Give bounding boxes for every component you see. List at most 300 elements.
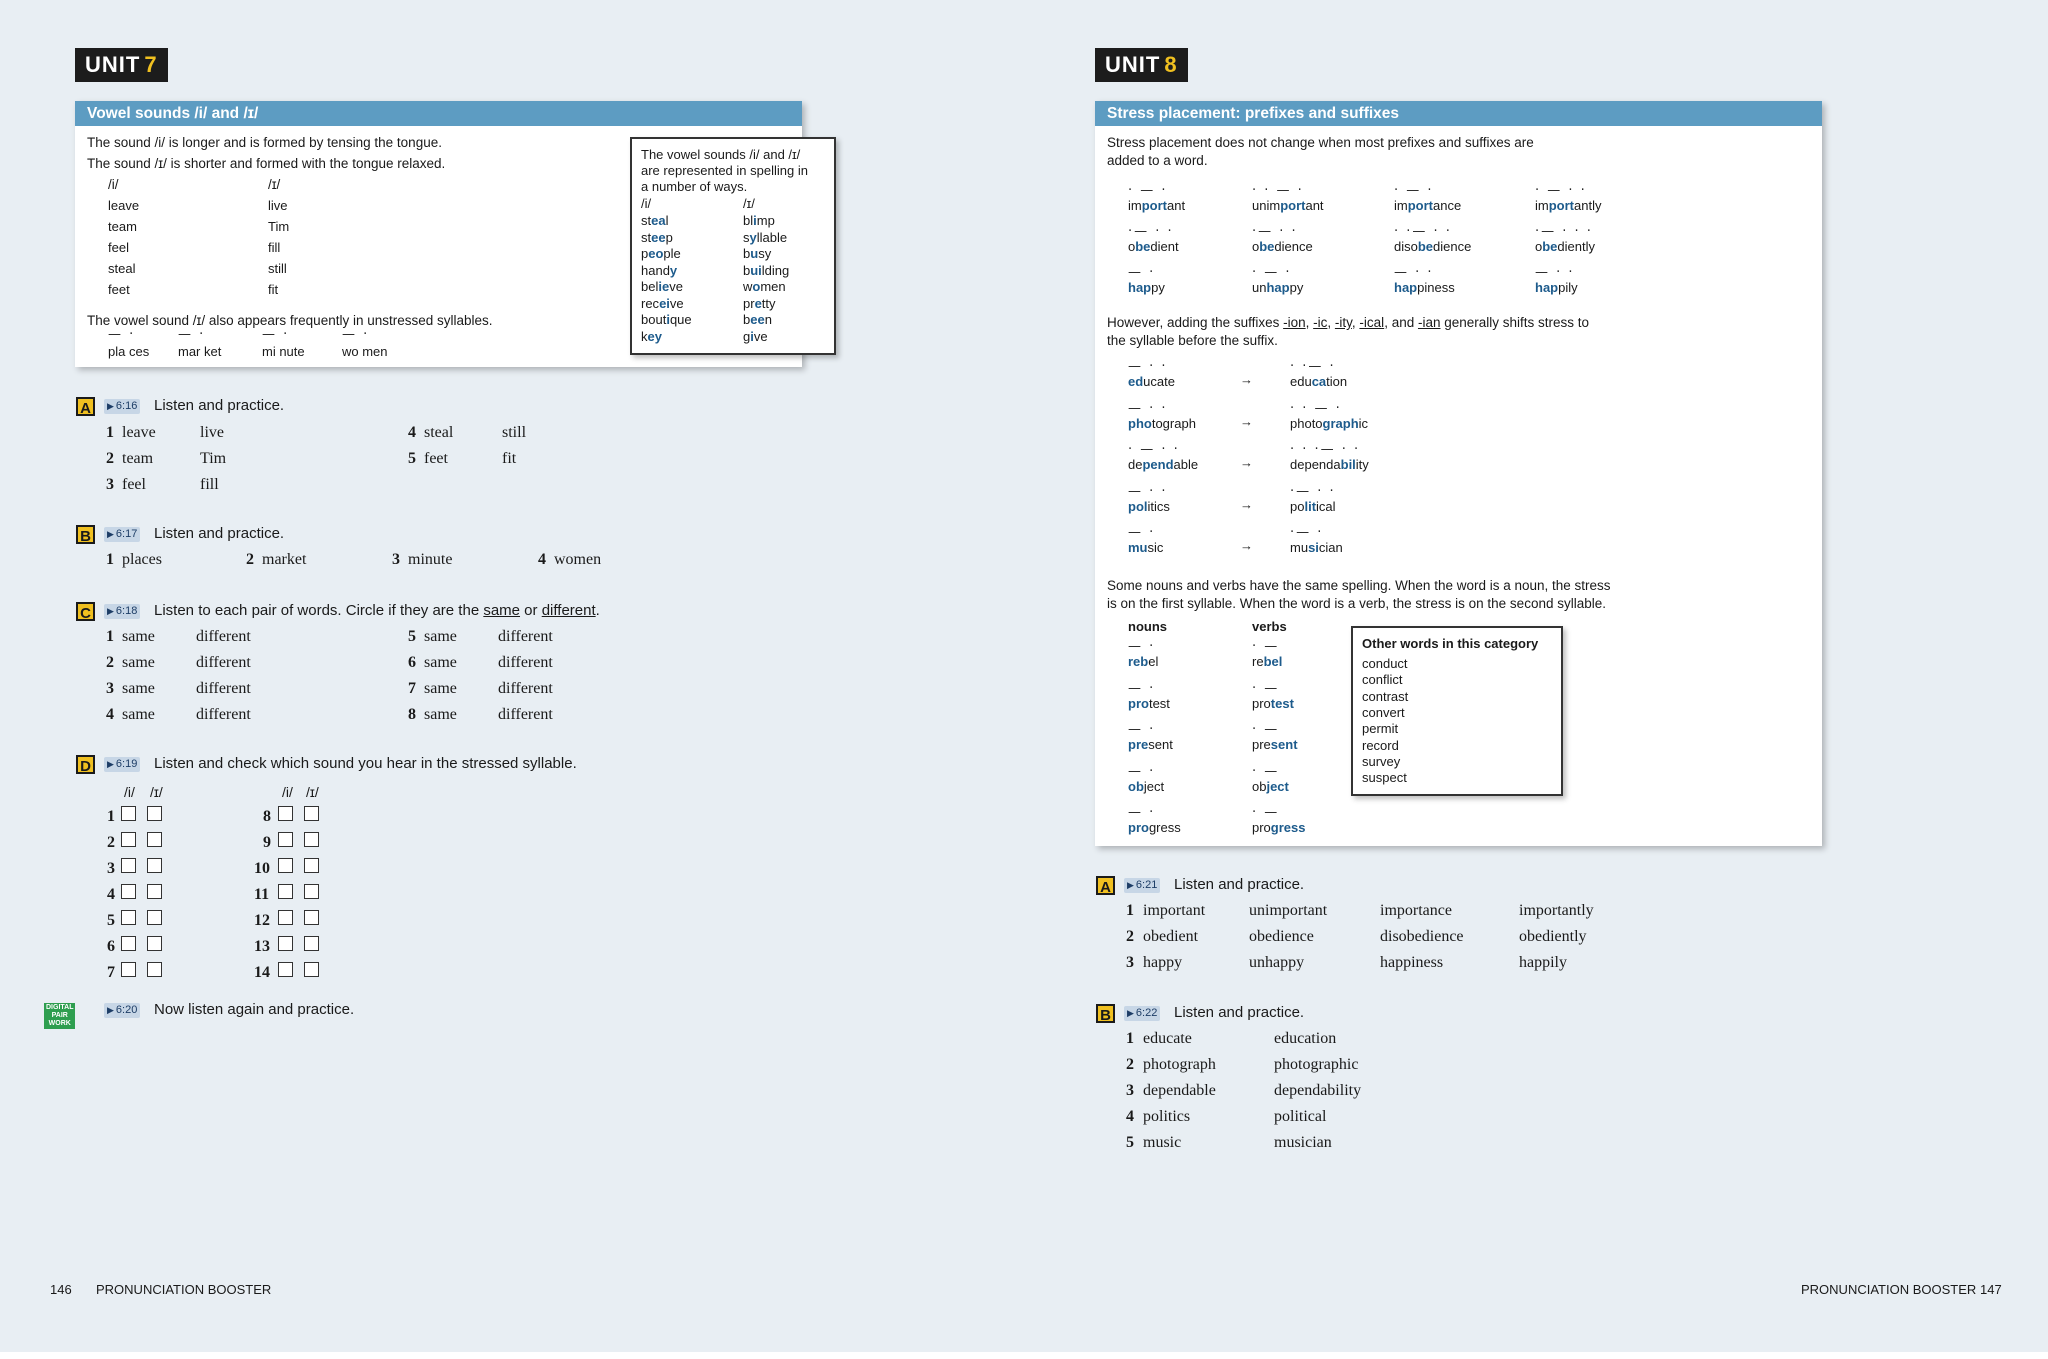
checkbox-ih[interactable] [147, 962, 162, 977]
item-number: 2 [246, 551, 254, 568]
checkbox-ih[interactable] [304, 962, 319, 977]
checkbox-ih[interactable] [304, 832, 319, 847]
spelling-word-ih [743, 263, 789, 278]
item-word: feel [122, 476, 146, 493]
syllable: pro [1252, 820, 1271, 835]
spelling-word-i [641, 296, 684, 311]
checkbox-ih[interactable] [147, 884, 162, 899]
highlighted-letters: ie [658, 279, 670, 294]
column-header: /i/ [108, 177, 119, 192]
syllable: pro [1252, 695, 1271, 711]
other-word: record [1362, 737, 1399, 753]
play-icon: ▶ [107, 759, 114, 769]
stress-mark: ·— · [1290, 525, 1324, 540]
stressed-syllable: test [1270, 695, 1294, 711]
item-number: 1 [106, 424, 114, 441]
word-ih: fit [268, 282, 279, 297]
other-words-box [1351, 626, 1563, 796]
noun-word [1128, 737, 1173, 752]
letters: pr [743, 295, 755, 311]
syllable: pre [1252, 737, 1271, 752]
syllable: pily [1558, 280, 1578, 295]
panel-text: The vowel sound /ɪ/ also appears frequently in unstressed syllables. [87, 313, 493, 328]
item-number: 7 [408, 680, 416, 697]
checkbox-i[interactable] [278, 936, 293, 951]
spelling-word-ih [743, 246, 771, 261]
panel-text [1107, 315, 1589, 330]
checkbox-i[interactable] [278, 884, 293, 899]
item-word: unhappy [1249, 954, 1305, 971]
badge-text: PAIR [51, 1012, 68, 1019]
stressed-syllable: bil [1340, 457, 1356, 472]
arrow-icon: → [1240, 372, 1253, 387]
arrow-icon: → [1240, 455, 1253, 470]
item-word: politics [1143, 1108, 1191, 1125]
letters: llable [756, 229, 788, 245]
checkbox-i[interactable] [121, 806, 136, 821]
other-word: convert [1362, 704, 1405, 720]
stressed-syllable: port [1141, 198, 1167, 213]
spelling-word-ih [743, 312, 772, 327]
item-number: 8 [263, 808, 271, 825]
checkbox-ih[interactable] [304, 910, 319, 925]
item-word: Tim [200, 450, 227, 467]
section-instruction: Listen and practice. [154, 397, 285, 414]
stress-mark: — · [1128, 525, 1156, 540]
checkbox-i[interactable] [121, 962, 136, 977]
item-number: 3 [1126, 954, 1134, 971]
checkbox-ih[interactable] [304, 884, 319, 899]
checkbox-i[interactable] [121, 832, 136, 847]
audio-track-button[interactable] [104, 1003, 140, 1018]
checkbox-ih[interactable] [304, 806, 319, 821]
syllable: diso [1394, 239, 1418, 254]
checkbox-i[interactable] [278, 962, 293, 977]
stressed-syllable: pol [1128, 498, 1148, 514]
instruction-same: same [483, 602, 521, 619]
syllable: im [1128, 198, 1142, 213]
item-word: still [502, 424, 527, 441]
item-number: 6 [408, 654, 416, 671]
unit-8-badge [1095, 48, 1188, 82]
stressed-syllable: be [1259, 239, 1275, 254]
stress-mark: · ·— · [1290, 359, 1336, 374]
checkbox-i[interactable] [121, 858, 136, 873]
stressed-syllable: sent [1270, 737, 1298, 752]
other-word: contrast [1362, 688, 1409, 704]
item-number: 2 [107, 834, 115, 851]
highlighted-letters: ui [750, 262, 762, 278]
track-number: 6:20 [115, 1004, 138, 1016]
noun-word [1128, 654, 1158, 669]
item-word: happiness [1380, 954, 1444, 971]
item-number: 5 [107, 912, 115, 929]
audio-track-button[interactable] [104, 527, 140, 542]
highlighted-letters: i [666, 312, 670, 327]
letters: rec [641, 295, 660, 311]
item-number: 1 [106, 628, 114, 645]
stress-word [1128, 239, 1179, 254]
stress-mark: — · [1128, 265, 1156, 280]
stressed-syllable: mu [1128, 540, 1148, 555]
item-word: importance [1380, 902, 1452, 919]
syllable: re [1252, 654, 1264, 669]
word-unstressed: mar ket [178, 344, 222, 359]
letters: g [743, 328, 751, 344]
highlighted-letters: u [750, 246, 759, 261]
option-different: different [196, 654, 251, 671]
verb-word [1252, 779, 1289, 794]
syllable: cian [1318, 540, 1343, 555]
letters: hand [641, 262, 670, 278]
item-word: steal [424, 424, 454, 441]
other-words-title: Other words in this category [1362, 636, 1539, 651]
column-header: /i/ [124, 784, 135, 800]
section-d-letter: D [76, 755, 95, 774]
highlighted-letters: ee [651, 229, 666, 245]
stress-mark: — · · [1394, 265, 1434, 280]
suffixed-word [1290, 540, 1343, 555]
panel-text: The sound /ɪ/ is shorter and formed with the tongue relaxed. [87, 156, 446, 171]
syllable: dience [1433, 239, 1472, 254]
syllable: sic [1147, 540, 1164, 555]
stress-mark: · — · [1394, 183, 1434, 198]
stress-mark: — · · [1128, 359, 1168, 374]
letters: lding [761, 262, 790, 278]
checkbox-i[interactable] [278, 832, 293, 847]
item-number: 4 [107, 886, 115, 903]
syllable: piness [1417, 280, 1455, 295]
word-i: team [108, 219, 137, 234]
suffix: -ity [1334, 315, 1352, 330]
letters: b [743, 312, 751, 327]
stress-word [1252, 198, 1324, 213]
item-number: 4 [106, 706, 114, 723]
checkbox-ih[interactable] [147, 806, 162, 821]
stress-mark: · — [1252, 805, 1280, 820]
stressed-syllable: pro [1128, 820, 1149, 835]
page-number: 146 [50, 1282, 72, 1297]
syllable: py [1289, 280, 1304, 295]
syllable: ant [1305, 198, 1324, 213]
audio-track-button[interactable] [104, 399, 140, 414]
letters: bel [641, 279, 659, 294]
stress-mark: — · · [1128, 483, 1168, 499]
other-word: conflict [1362, 672, 1403, 688]
panel-title: Vowel sounds /i/ and /ɪ/ [75, 101, 802, 126]
option-same: same [122, 706, 155, 723]
item-number: 3 [392, 551, 400, 568]
item-number: 13 [254, 938, 270, 955]
option-same: same [122, 628, 155, 645]
stressed-syllable: port [1407, 198, 1433, 213]
word-i: feel [108, 240, 129, 255]
stress-mark: — · [1128, 805, 1156, 820]
item-word: minute [408, 551, 453, 568]
suffixed-word [1290, 499, 1336, 514]
section-instruction [154, 602, 600, 619]
syllable: py [1151, 280, 1165, 295]
spelling-info-box [630, 137, 836, 355]
letters: sy [758, 246, 772, 261]
play-icon: ▶ [1127, 1008, 1134, 1018]
syllable: ob [1252, 778, 1267, 794]
syllable: unim [1252, 198, 1281, 213]
audio-track-button[interactable] [1124, 878, 1160, 893]
syllable: dience [1274, 239, 1313, 254]
syllable: o [1252, 239, 1260, 254]
p2-text: However, adding the suffixes [1107, 315, 1284, 330]
checkbox-i[interactable] [121, 884, 136, 899]
option-different: different [498, 654, 553, 671]
highlighted-letters: y [669, 262, 678, 278]
spelling-word-i [641, 279, 683, 294]
item-word: music [1143, 1134, 1182, 1151]
stress-mark: ·— · · [1290, 483, 1336, 499]
item-word: team [122, 450, 154, 467]
highlighted-letters: y [749, 229, 757, 245]
item-number: 1 [107, 808, 115, 825]
track-number: 6:18 [115, 605, 138, 617]
spelling-word-i [641, 213, 668, 228]
option-same: same [122, 680, 155, 697]
panel-text: Some nouns and verbs have the same spelling. When the word is a noun, the stress [1107, 578, 1611, 593]
stressed-syllable: reb [1128, 654, 1149, 669]
stressed-syllable: bel [1263, 654, 1283, 669]
instruction-different: different [541, 602, 596, 619]
spelling-word-i [641, 329, 662, 344]
suffix: -ian [1417, 315, 1441, 330]
stressed-syllable: hap [1394, 280, 1418, 295]
item-number: 1 [1126, 1030, 1134, 1047]
syllable: im [1535, 198, 1549, 213]
stressed-syllable: pro [1128, 695, 1149, 711]
stressed-syllable: pho [1128, 415, 1152, 431]
item-number: 4 [538, 551, 546, 568]
spelling-word-ih [743, 213, 775, 228]
highlighted-letters: ei [659, 295, 670, 311]
stress-word [1394, 198, 1461, 213]
stress-mark: — · [342, 327, 370, 342]
checkbox-i[interactable] [121, 936, 136, 951]
stressed-syllable: pre [1128, 737, 1149, 752]
item-number: 1 [1126, 902, 1134, 919]
play-icon: ▶ [1127, 880, 1134, 890]
stress-mark: · — · · [1535, 183, 1587, 198]
suffix-list [1283, 315, 1440, 330]
checkbox-ih[interactable] [304, 936, 319, 951]
arrow-icon: → [1240, 538, 1253, 553]
syllable: sent [1148, 737, 1173, 752]
stressed-syllable: be [1417, 239, 1434, 254]
item-number: 5 [408, 628, 416, 645]
letters: que [669, 312, 692, 327]
item-word: educate [1143, 1030, 1192, 1047]
separator: , and [1384, 315, 1418, 330]
syllable: photo [1290, 415, 1323, 431]
syllable: ity [1355, 457, 1369, 472]
item-number: 5 [1126, 1134, 1134, 1151]
letters: ve [669, 279, 683, 294]
syllable: el [1148, 654, 1159, 669]
letters: w [743, 279, 753, 294]
section-c-letter: C [76, 602, 95, 621]
syllable: ance [1433, 198, 1462, 213]
syllable: po [1290, 498, 1305, 514]
stress-mark: — · [1128, 722, 1156, 737]
item-word: obedient [1143, 928, 1199, 945]
column-header: /ɪ/ [268, 177, 281, 192]
highlighted-letters: i [750, 328, 754, 344]
syllable: o [1128, 239, 1136, 254]
section-b-letter: B [76, 525, 95, 544]
option-same: same [122, 654, 155, 671]
syllable: ical [1316, 498, 1336, 514]
syllable: o [1535, 239, 1543, 254]
letters: ve [753, 328, 768, 344]
item-number: 2 [1126, 928, 1134, 945]
syllable: edu [1290, 374, 1312, 389]
other-word: suspect [1362, 770, 1407, 786]
word-unstressed: wo men [342, 344, 388, 359]
option-different: different [196, 706, 251, 723]
info-header: /ɪ/ [743, 196, 755, 211]
item-word: importantly [1519, 902, 1594, 919]
checkbox-i[interactable] [278, 806, 293, 821]
stress-word [1535, 280, 1578, 295]
play-icon: ▶ [107, 401, 114, 411]
checkbox-i[interactable] [278, 858, 293, 873]
item-word: market [262, 551, 307, 568]
item-number: 10 [254, 860, 270, 877]
item-word: dependable [1143, 1082, 1216, 1099]
syllable: diently [1557, 239, 1595, 254]
audio-track-button[interactable] [1124, 1006, 1160, 1021]
suffix: -ic [1313, 315, 1328, 330]
item-number: 14 [254, 964, 270, 981]
item-word: places [122, 551, 162, 568]
item-number: 4 [408, 424, 416, 441]
checkbox-ih[interactable] [147, 858, 162, 873]
spelling-word-ih [743, 296, 776, 311]
audio-track-button[interactable] [104, 604, 140, 619]
syllable: dependa [1290, 457, 1341, 472]
arrow-icon: → [1240, 496, 1253, 512]
stressed-syllable: port [1280, 198, 1306, 213]
letters: s [743, 229, 750, 245]
arrow-icon: → [1240, 413, 1253, 429]
syllable: ant [1167, 198, 1186, 213]
stress-mark: · · — · [1290, 400, 1342, 416]
section-instruction: Now listen again and practice. [154, 1001, 355, 1018]
panel-text: the syllable before the suffix. [1107, 333, 1278, 348]
item-number: 5 [408, 450, 416, 467]
checkbox-i[interactable] [278, 910, 293, 925]
stress-word [1535, 239, 1595, 254]
separator: , [1351, 315, 1360, 330]
item-word: photographic [1274, 1056, 1359, 1073]
syllable: im [1394, 198, 1408, 213]
highlighted-letters: ea [651, 213, 666, 228]
checkbox-ih[interactable] [147, 910, 162, 925]
stressed-syllable: hap [1535, 280, 1559, 295]
stressed-syllable: ob [1128, 778, 1144, 794]
item-word: fit [502, 450, 517, 467]
audio-track-button[interactable] [104, 757, 140, 772]
stress-mark: — · [1128, 639, 1156, 654]
stress-mark: — · [1128, 763, 1156, 779]
checkbox-ih[interactable] [147, 832, 162, 847]
item-word: women [554, 551, 602, 568]
option-different: different [498, 706, 553, 723]
other-word: conduct [1362, 656, 1408, 671]
stressed-syllable: port [1548, 198, 1574, 213]
section-instruction: Listen and check which sound you hear in the stressed syllable. [154, 755, 577, 772]
p2-text: generally shifts stress to [1440, 315, 1590, 330]
item-number: 6 [107, 938, 115, 955]
play-icon: ▶ [107, 1005, 114, 1015]
spelling-word-ih [743, 279, 786, 294]
spelling-word-ih [743, 329, 768, 344]
item-number: 1 [106, 551, 114, 568]
column-header: /ɪ/ [150, 784, 163, 800]
digital-pair-work-badge [44, 1003, 75, 1029]
checkbox-ih[interactable] [147, 936, 162, 951]
word-unstressed: mi nute [262, 344, 305, 359]
section-instruction: Listen and practice. [1174, 1004, 1305, 1021]
footer-title: PRONUNCIATION BOOSTER [1801, 1282, 1977, 1297]
track-number: 6:21 [1135, 879, 1158, 891]
word-ih: fill [268, 240, 281, 255]
syllable: mu [1290, 540, 1309, 555]
stress-word [1128, 198, 1185, 213]
panel-text: The sound /i/ is longer and is formed by tensing the tongue. [87, 135, 442, 150]
highlighted-letters: ey [647, 328, 662, 344]
checkbox-i[interactable] [121, 910, 136, 925]
other-word: permit [1362, 721, 1399, 737]
track-number: 6:19 [115, 758, 138, 770]
syllable: un [1252, 280, 1267, 295]
instruction-text: Listen to each pair of words. Circle if they are the [154, 602, 484, 619]
badge-text: WORK [48, 1020, 71, 1027]
spelling-word-i [641, 230, 673, 245]
section-a-letter: A [76, 397, 95, 416]
letters: p [641, 246, 649, 261]
letters: ple [663, 246, 681, 261]
checkbox-ih[interactable] [304, 858, 319, 873]
stress-mark: · — [1252, 763, 1280, 779]
stress-mark: · — · · [1128, 442, 1180, 457]
option-different: different [196, 680, 251, 697]
option-same: same [424, 628, 457, 645]
letters: men [760, 279, 786, 294]
footer-title: PRONUNCIATION BOOSTER [96, 1282, 272, 1297]
page-number: 147 [1980, 1282, 2002, 1297]
item-number: 3 [106, 680, 114, 697]
verb-word [1252, 820, 1306, 835]
suffix: -ion [1283, 315, 1306, 330]
word-ih: live [268, 198, 288, 213]
noun-word [1128, 779, 1164, 794]
letters: ve [669, 295, 684, 311]
stress-mark: — · [1128, 680, 1156, 696]
stress-mark: · · ·— · · [1290, 442, 1361, 457]
item-number: 7 [107, 964, 115, 981]
stressed-syllable: hap [1266, 280, 1290, 295]
track-number: 6:17 [115, 528, 138, 540]
item-word: happy [1143, 954, 1183, 971]
section-instruction: Listen and practice. [1174, 876, 1305, 893]
